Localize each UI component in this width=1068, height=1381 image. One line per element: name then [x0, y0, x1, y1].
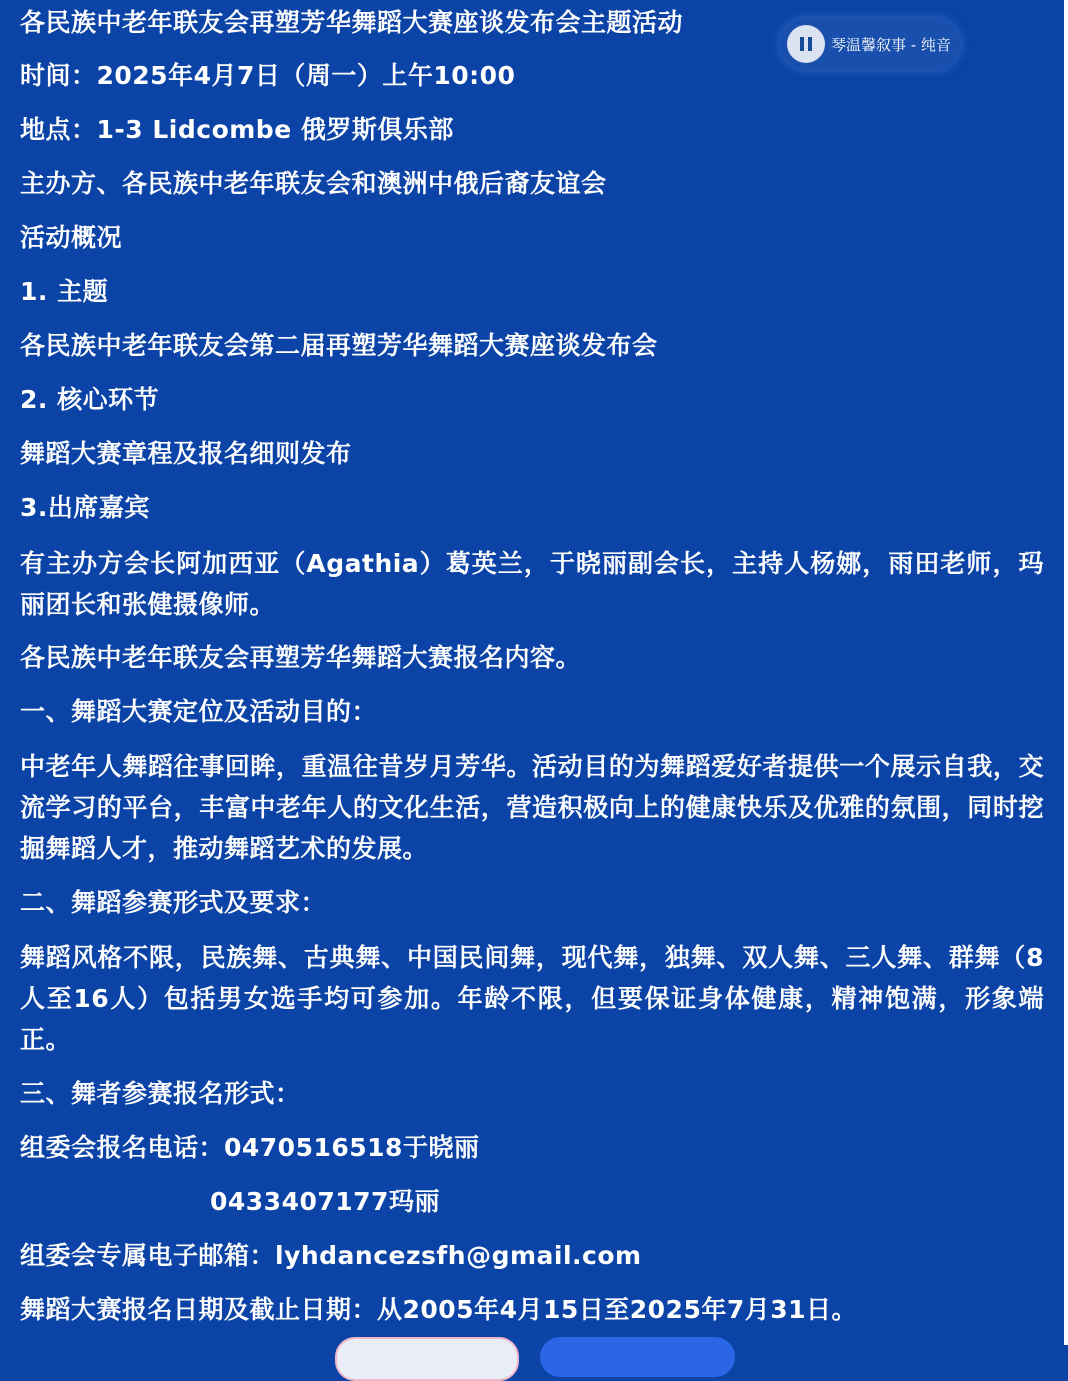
pause-icon-bar	[808, 37, 812, 51]
overview-heading: 活动概况	[20, 223, 123, 252]
guests-paragraph: 有主办方会长阿加西亚（Agathia）葛英兰，于晓丽副会长，主持人杨娜，雨田老师，玛丽团长和张健摄像师。	[20, 549, 1044, 619]
event-location: 地点：1-3 Lidcombe 俄罗斯俱乐部	[20, 115, 454, 144]
pause-button[interactable]	[787, 25, 825, 63]
section1-heading: 一、舞蹈大赛定位及活动目的：	[20, 697, 378, 726]
phone-line-1: 组委会报名电话：0470516518于晓丽	[20, 1133, 480, 1162]
item1-heading: 1. 主题	[20, 277, 109, 306]
item3-heading: 3.出席嘉宾	[20, 493, 150, 522]
event-time: 时间：2025年4月7日（周一）上午10:00	[20, 61, 516, 90]
bottom-action-button-left[interactable]	[335, 1337, 519, 1381]
bottom-action-button-right[interactable]	[540, 1337, 735, 1377]
section3-heading: 三、舞者参赛报名形式：	[20, 1079, 301, 1108]
page-right-edge	[1064, 0, 1068, 1345]
item2-text: 舞蹈大赛章程及报名细则发布	[20, 439, 352, 468]
email-line: 组委会专属电子邮箱：lyhdancezsfh@gmail.com	[20, 1241, 642, 1270]
section2-heading: 二、舞蹈参赛形式及要求：	[20, 888, 327, 917]
event-title: 各民族中老年联友会再塑芳华舞蹈大赛座谈发布会主题活动	[20, 8, 684, 37]
section1-paragraph: 中老年人舞蹈往事回眸，重温往昔岁月芳华。活动目的为舞蹈爱好者提供一个展示自我，交流学习的平台，丰富中老年人的文化生活，营造积极向上的健康快乐及优雅的氛围，同时挖掘舞蹈人才，推动舞蹈艺术的发展。	[20, 752, 1044, 863]
item2-heading: 2. 核心环节	[20, 385, 160, 414]
content-intro: 各民族中老年联友会再塑芳华舞蹈大赛报名内容。	[20, 643, 582, 672]
item1-text: 各民族中老年联友会第二届再塑芳华舞蹈大赛座谈发布会	[20, 331, 658, 360]
pause-icon	[800, 37, 804, 51]
track-title: 琴温馨叙事 - 纯音	[831, 35, 951, 54]
section2-paragraph: 舞蹈风格不限，民族舞、古典舞、中国民间舞，现代舞，独舞、双人舞、三人舞、群舞（8人至16人）包括男女选手均可参加。年龄不限，但要保证身体健康，精神饱满，形象端正。	[20, 943, 1044, 1054]
music-player[interactable]	[780, 18, 960, 70]
event-organizers: 主办方、各民族中老年联友会和澳洲中俄后裔友谊会	[20, 169, 607, 198]
phone-line-2: 0433407177玛丽	[210, 1187, 440, 1216]
dates-line: 舞蹈大赛报名日期及截止日期：从2005年4月15日至2025年7月31日。	[20, 1295, 858, 1324]
